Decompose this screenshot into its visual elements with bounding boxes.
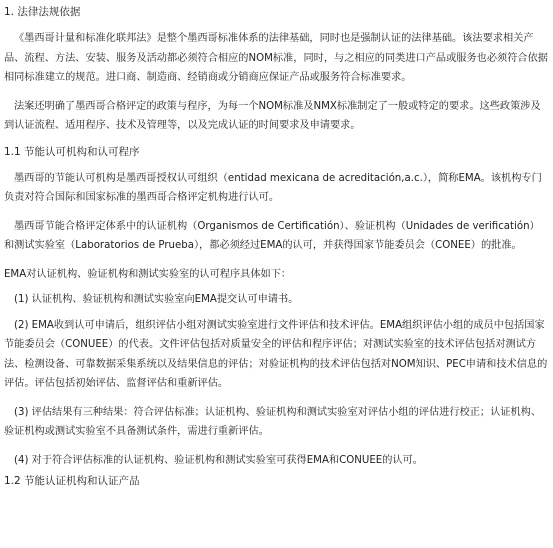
list-item-step-1: (1) 认证机构、验证机构和测试实验室向EMA提交认可申请书。: [14, 294, 299, 305]
paragraph-ema: 墨西哥的节能认可机构是墨西哥授权认可组织（entidad mexicana de acreditación,a.c.），简称EMA。该机构专门负责对符合国际和国家标准的墨西哥合格评定机构进行认可。: [4, 172, 542, 203]
paragraph-federal-law: 《墨西哥计量和标准化联邦法》是整个墨西哥标准体系的法律基础，同时也是强制认证的法律基础。该法要求相关产品、流程、方法、安装、服务及活动都必须符合相应的NOM标准，同时，与之相应的同类进口产品或服务也必须符合依据相同标准建立的规范。进口商、制造商、经销商或分销商应保证产品或服务符合标准要求。: [4, 33, 548, 83]
list-item-step-2: (2) EMA收到认可申请后，组织评估小组对测试实验室进行文件评估和技术评估。EMA组织评估小组的成员中包括国家节能委员会（CONUEE）的代表。文件评估包括对质量安全的评估和程序评估；对测试实验室的技术评估包括对测试方法、检测设备、可靠数据采集系统以及结果信息的评估；对验证机构的技术评估包括对NOM知识、PEC申请和技术信息的评估。评估包括初始评估、监督评估和重新评估。: [4, 319, 548, 389]
subsection-heading-accreditation: 1.1 节能认可机构和认可程序: [4, 145, 140, 158]
section-heading-legal-basis: 1. 法律法规依据: [4, 6, 81, 18]
list-item-step-3: (3) 评估结果有三种结果：符合评估标准；认证机构、验证机构和测试实验室对评估小组的评估进行校正；认证机构、验证机构或测试实验室不具备测试条件，需进行重新评估。: [4, 406, 542, 437]
subsection-heading-certification-products: 1.2 节能认证机构和认证产品: [4, 475, 140, 487]
list-item-step-4: (4) 对于符合评估标准的认证机构、验证机构和测试实验室可获得EMA和CONUEE的认可。: [14, 454, 423, 466]
paragraph-policies: 法案还明确了墨西哥合格评定的政策与程序，为每一个NOM标准及NMX标准制定了一般或特定的要求。这些政策涉及到认证流程、适用程序、技术及管理等，以及完成认证的时间要求及申请要求。: [4, 100, 541, 131]
paragraph-certification-bodies: 墨西哥节能合格评定体系中的认证机构（Organismos de Certificatión）、验证机构（Unidades de verificatión）和测试实验室（Laboratorios de Prueba），都必须经过EMA的认可，并获得国家节能委员会（CONEE）的批准。: [4, 220, 540, 251]
paragraph-procedure-intro: EMA对认证机构、验证机构和测试实验室的认可程序具体如下：: [4, 268, 292, 280]
